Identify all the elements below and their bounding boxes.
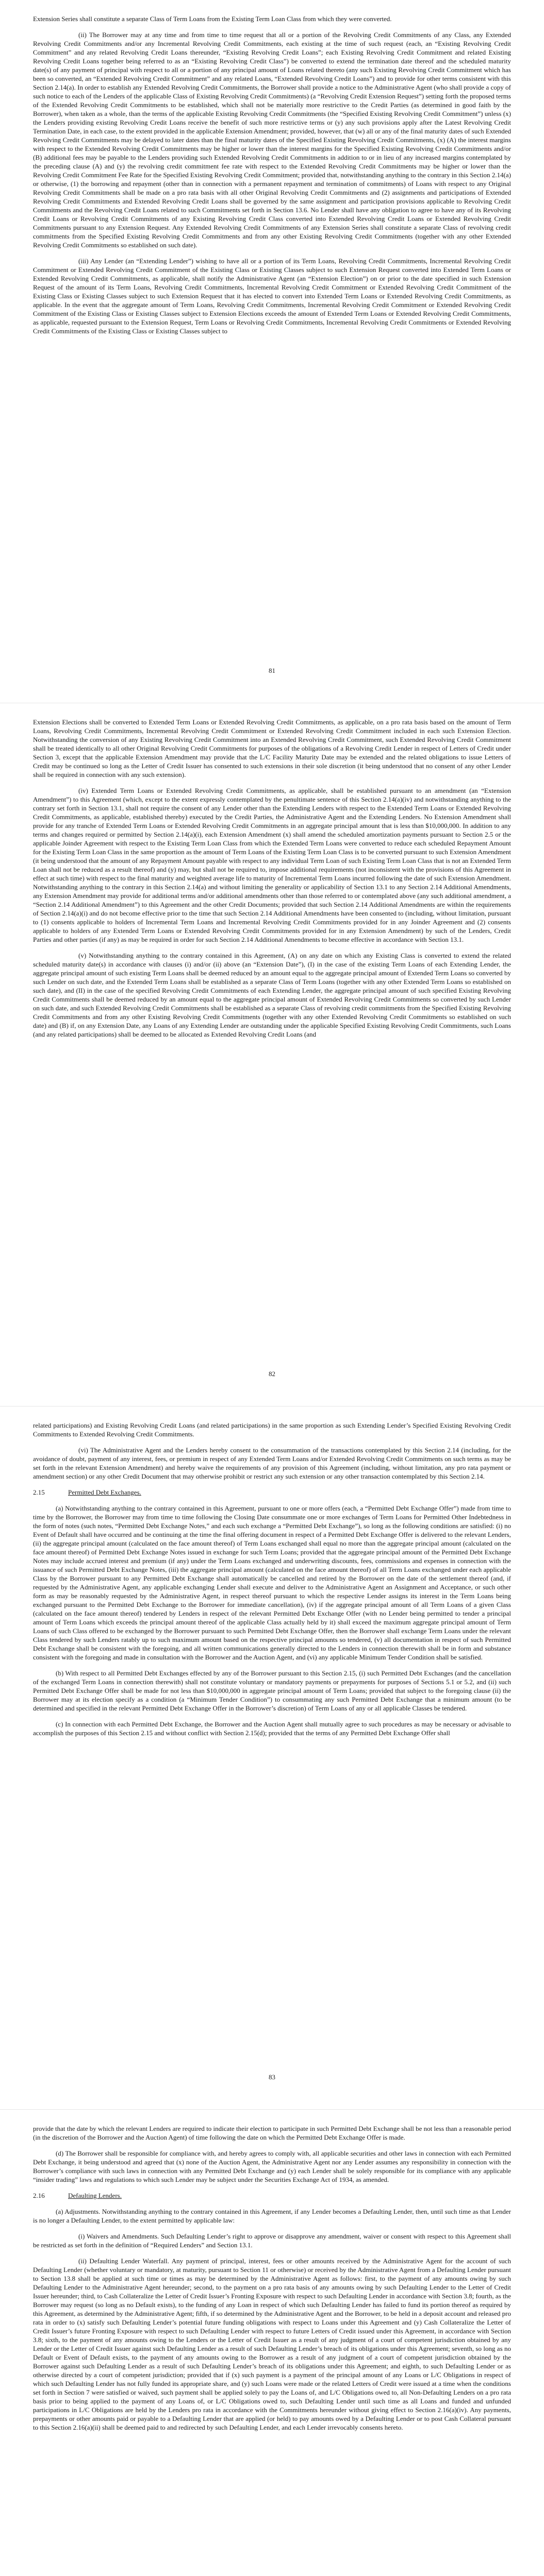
paragraph-continuation: Extension Elections shall be converted to Extended Term Loans or Extended Revolving Credit Commitments, as applicable, on a pro rata basis based on the amount of Term Loans, Revolving Credit Commitments, Incremental Revolving Credit Commitment or Extended Revolving Credit Commitment included in each such Extension Election. Notwithstanding the conversion of any Existing Revolving Credit Commitment into an Extended Revolving Credit Commitment, such Extended Revolving Credit Commitment shall be treated identically to all other Original Revolving Credit Commitments for purposes of the obligations of a Revolving Credit Lender in respect of Letters of Credit under Section 3, except that the applicable Extension Amendment may provide that the L/C Facility Maturity Date may be extended and the related obligations to issue Letters of Credit may be continued so long as the Letter of Credit Issuer has consented to such extensions in their sole discretion (it being understood that no consent of any other Lender shall be required in connection with any such extension). bbox=[33, 718, 511, 778]
section-heading bbox=[33, 2191, 511, 2200]
paragraph-2-14-a-iii: (iii) Any Lender (an “Extending Lender”) wishing to have all or a portion of its Term Loans, Revolving Credit Commitments, Incremental Revolving Credit Commitment or Extended Revolving Credit Commitment of the Existing Class or Existing Classes subject to such Extension Request converted into Extended Term Loans or Extended Revolving Credit Commitments, as applicable, shall notify the Administrative Agent (an “Extension Election”) on or prior to the date specified in such Extension Request of the amount of its Term Loans, Revolving Credit Commitments, Incremental Revolving Credit Commitment or Extended Revolving Credit Commitment of the Existing Class or Existing Classes subject to such Extension Request that it has elected to convert into Extended Term Loans or Extended Revolving Credit Commitments, as applicable. In the event that the aggregate amount of Term Loans, Revolving Credit Commitments, Incremental Revolving Credit Commitment or Extended Revolving Credit Commitment of the Existing Class or Existing Classes subject to Extension Elections exceeds the amount of Extended Term Loans or Extended Revolving Credit Commitments, as applicable, requested pursuant to the Extension Request, Term Loans or Revolving Credit Commitments, Incremental Revolving Credit Commitments or Extended Revolving Credit Commitments of the Existing Class or Existing Classes subject to bbox=[33, 257, 511, 335]
page-body bbox=[33, 2124, 511, 2576]
page-number: 82 bbox=[269, 1370, 275, 1378]
page-number: 81 bbox=[269, 667, 275, 674]
paragraph-2-15-a: (a) Notwithstanding anything to the contrary contained in this Agreement, pursuant to one or more offers (each, a “Permitted Debt Exchange Offer”) made from time to time by the Borrower, the Borrower may from time to time following the Closing Date consummate one or more exchanges of Term Loans for Permitted Other Indebtedness in the form of notes (such notes, “Permitted Debt Exchange Notes,” and each such exchange a “Permitted Debt Exchange”), so long as the following conditions are satisfied: (i) no Event of Default shall have occurred and be continuing at the time the final offering document in respect of a Permitted Debt Exchange Offer is delivered to the relevant Lenders, (ii) the aggregate principal amount (calculated on the face amount thereof) of Term Loans exchanged shall equal no more than the aggregate principal amount (calculated on the face amount thereof) of Permitted Debt Exchange Notes issued in exchange for such Term Loans; provided that the aggregate principal amount of the Permitted Debt Exchange Notes may include accrued interest and premium (if any) under the Term Loans exchanged and underwriting discounts, fees, commissions and expenses in connection with the issuance of such Permitted Debt Exchange Notes, (iii) the aggregate principal amount (calculated on the face amount thereof) of all Term Loans exchanged under each applicable Class by the Borrower pursuant to any Permitted Debt Exchange shall automatically be cancelled and retired by the Borrower on the date of the settlement thereof (and, if requested by the Administrative Agent, any applicable exchanging Lender shall execute and deliver to the Administrative Agent an Assignment and Acceptance, or such other form as may be reasonably requested by the Administrative Agent, in respect thereof pursuant to which the respective Lender assigns its interest in the Term Loans being exchanged pursuant to the Permitted Debt Exchange to the Borrower for immediate cancellation), (iv) if the aggregate principal amount of all Term Loans of a given Class (calculated on the face amount thereof) tendered by Lenders in respect of the relevant Permitted Debt Exchange Offer (with no Lender being permitted to tender a principal amount of Term Loans which exceeds the principal amount thereof of the applicable Class actually held by it) shall exceed the maximum aggregate principal amount of Term Loans of such Class offered to be exchanged by the Borrower pursuant to such Permitted Debt Exchange Offer, then the Borrower shall exchange Term Loans under the relevant Class tendered by such Lenders ratably up to such maximum amount based on the respective principal amounts so tendered, (v) all documentation in respect of such Permitted Debt Exchange shall be consistent with the foregoing, and all written communications generally directed to the Lenders in connection therewith shall be in form and substance consistent with the foregoing and made in consultation with the Borrower and the Auction Agent, and (vi) any applicable Minimum Tender Condition shall be satisfied. bbox=[33, 1504, 511, 1661]
paragraph-continuation: provide that the date by which the relevant Lenders are required to indicate their election to participate in such Permitted Debt Exchange shall be not less than a reasonable period (in the discretion of the Borrower and the Auction Agent) of time following the date on which the Permitted Debt Exchange Offer is made. bbox=[33, 2125, 511, 2141]
paragraph-2-15-c: (c) In connection with each Permitted Debt Exchange, the Borrower and the Auction Agent shall mutually agree to such procedures as may be necessary or advisable to accomplish the purposes of this Section 2.15 and without conflict with Section 2.15(d); provided that the terms of any Permitted Debt Exchange Offer shall bbox=[33, 1720, 511, 1737]
paragraph-2-15-b: (b) With respect to all Permitted Debt Exchanges effected by any of the Borrower pursuant to this Section 2.15, (i) such Permitted Debt Exchanges (and the cancellation of the exchanged Term Loans in connection therewith) shall not constitute voluntary or mandatory payments or prepayments for purposes of Sections 5.1 or 5.2, and (ii) such Permitted Debt Exchange Offer shall be made for not less than $10,000,000 in aggregate principal amount of Term Loans; provided that subject to the foregoing clause (ii) the Borrower may at its election specify as a condition (a “Minimum Tender Condition”) to consummating any such Permitted Debt Exchange that a minimum amount (to be determined and specified in the relevant Permitted Debt Exchange Offer in the Borrower’s discretion) of Term Loans of any or all applicable Classes be tendered. bbox=[33, 1669, 511, 1712]
paragraph-2-14-a-vi: (vi) The Administrative Agent and the Lenders hereby consent to the consummation of the transactions contemplated by this Section 2.14 (including, for the avoidance of doubt, payment of any interest, fees, or premium in respect of any Extended Term Loans and/or Extended Revolving Credit Commitments on such terms as may be set forth in the relevant Extension Amendment) and hereby waive the requirements of any provision of this Agreement (including, without limitation, any pro rata payment or amendment section) or any other Credit Document that may otherwise prohibit or restrict any such extension or any other transaction contemplated by this Section 2.14. bbox=[33, 1446, 511, 1480]
page-body bbox=[33, 1421, 511, 2065]
page-body bbox=[33, 14, 511, 658]
paragraph-2-14-a-ii: (ii) The Borrower may at any time and from time to time request that all or a portion of the Revolving Credit Commitments of any Class, any Extended Revolving Credit Commitments and/or any Incremental Revolving Credit Commitments, each existing at the time of such request (each, an “Existing Revolving Credit Commitment” and any related Revolving Credit Loans thereunder, “Existing Revolving Credit Loans”; each Existing Revolving Credit Commitment and related Existing Revolving Credit Loans together being referred to as an “Existing Revolving Credit Class”) be converted to extend the termination date thereof and the scheduled maturity date(s) of any payment of principal with respect to all or a portion of any principal amount of Loans related thereto (any such Existing Revolving Credit Commitment which has been so converted, an “Extended Revolving Credit Commitment” and any related Loans, “Extended Revolving Credit Loans”) and to provide for other terms consistent with this Section 2.14(a). In order to establish any Extended Revolving Credit Commitments, the Borrower shall provide a notice to the Administrative Agent (who shall provide a copy of such notice to each of the Lenders of the applicable Class of Existing Revolving Credit Commitments) (a “Revolving Credit Extension Request”) setting forth the proposed terms of the Extended Revolving Credit Commitments to be established, which shall not be materially more restrictive to the Credit Parties (as determined in good faith by the Borrower), when taken as a whole, than the terms of the applicable Existing Revolving Credit Commitments (the “Specified Existing Revolving Credit Commitment”) unless (x) the Lenders providing existing Revolving Credit Loans receive the benefit of such more restrictive terms or (y) any such provisions apply after the Latest Revolving Credit Termination Date, in each case, to the extent provided in the applicable Extension Amendment; provided, however, that (w) all or any of the final maturity dates of such Extended Revolving Credit Commitments may be delayed to later dates than the final maturity dates of the Specified Existing Revolving Credit Commitments, (x) (A) the interest margins with respect to the Extended Revolving Credit Commitments may be higher or lower than the interest margins for the Specified Existing Revolving Credit Commitments and/or (B) additional fees may be payable to the Lenders providing such Extended Revolving Credit Commitments in addition to or in lieu of any increased margins contemplated by the preceding clause (A) and (y) the revolving credit commitment fee rate with respect to the Extended Revolving Credit Commitments may be higher or lower than the Revolving Credit Commitment Fee Rate for the Specified Existing Revolving Credit Commitment; provided that, notwithstanding anything to the contrary in this Section 2.14(a) or otherwise, (1) the borrowing and repayment (other than in connection with a permanent repayment and termination of commitments) of Loans with respect to any Original Revolving Credit Commitments shall be made on a pro rata basis with all other Original Revolving Credit Commitments and (2) assignments and participations of Extended Revolving Credit Commitments and Extended Revolving Credit Loans shall be governed by the same assignment and participation provisions applicable to Revolving Credit Commitments and the Revolving Credit Loans related to such Commitments set forth in Section 13.6. No Lender shall have any obligation to agree to have any of its Revolving Credit Loans or Revolving Credit Commitments of any Existing Revolving Credit Class converted into Extended Revolving Credit Loans or Extended Revolving Credit Commitments pursuant to any Extension Request. Any Extended Revolving Credit Commitments of any Extension Series shall constitute a separate Class of revolving credit commitments from the Specified Existing Revolving Credit Commitments and from any other Existing Revolving Credit Commitments (together with any other Extended Revolving Credit Commitments so established on such date). bbox=[33, 31, 511, 249]
paragraph-2-14-a-v: (v) Notwithstanding anything to the contrary contained in this Agreement, (A) on any date on which any Existing Class is converted to extend the related scheduled maturity date(s) in accordance with clauses (i) and/or (ii) above (an “Extension Date”), (I) in the case of the existing Term Loans of each Extending Lender, the aggregate principal amount of such existing Term Loans shall be deemed reduced by an amount equal to the aggregate principal amount of Extended Term Loans so converted by such Lender on such date, and the Extended Term Loans shall be established as a separate Class of Term Loans (together with any other Extended Term Loans so established on such date), and (II) in the case of the specified Revolving Credit Commitments of each Extending Lender, the aggregate principal amount of such specified Existing Revolving Credit Commitments shall be deemed reduced by an amount equal to the aggregate principal amount of Extended Revolving Credit Commitments so converted by such Lender on such date, and such Extended Revolving Credit Commitments shall be established as a separate Class of revolving credit commitments from the Specified Existing Revolving Credit Commitments and from any other Existing Revolving Credit Commitments (together with any other Extended Revolving Credit Commitments so established on such date) and (B) if, on any Extension Date, any Loans of any Extending Lender are outstanding under the applicable Specified Existing Revolving Credit Commitments, such Loans (and any related participations) shall be deemed to be allocated as Extended Revolving Credit Loans (and bbox=[33, 952, 511, 1038]
section-number: 2.16 bbox=[33, 2192, 45, 2199]
document-page-84 bbox=[0, 2110, 544, 2576]
paragraph-2-14-a-iv: (iv) Extended Term Loans or Extended Revolving Credit Commitments, as applicable, shall be established pursuant to an amendment (an “Extension Amendment”) to this Agreement (which, except to the extent expressly contemplated by the penultimate sentence of this Section 2.14(a)(iv) and notwithstanding anything to the contrary set forth in Section 13.1, shall not require the consent of any Lender other than the Extending Lenders with respect to the Extended Term Loans or Extended Revolving Credit Commitments, as applicable, established thereby) executed by the Credit Parties, the Administrative Agent and the Extending Lenders. No Extension Amendment shall provide for any tranche of Extended Term Loans or Extended Revolving Credit Commitments in an aggregate principal amount that is less than $10,000,000. In addition to any terms and changes required or permitted by Section 2.14(a)(i), each Extension Amendment (x) shall amend the scheduled amortization payments pursuant to Section 2.5 or the applicable Joinder Agreement with respect to the Existing Term Loan Class from which the Extended Term Loans were converted to reduce each scheduled Repayment Amount for the Existing Term Loan Class in the same proportion as the amount of Term Loans of the Existing Term Loan Class is to be converted pursuant to such Extension Amendment (it being understood that the amount of any Repayment Amount payable with respect to any individual Term Loan of such Existing Term Loan Class that is not an Extended Term Loan shall not be reduced as a result thereof) and (y) may, but shall not be required to, impose additional requirements (not inconsistent with the provisions of this Agreement in effect at such time) with respect to the final maturity and weighted average life to maturity of Incremental Term Loans incurred following the date of such Extension Amendment. Notwithstanding anything to the contrary in this Section 2.14(a) and without limiting the generality or applicability of Section 13.1 to any Section 2.14 Additional Amendments, any Extension Amendment may provide for additional terms and/or additional amendments other than those referred to or contemplated above (any such additional amendment, a “Section 2.14 Additional Amendment”) to this Agreement and the other Credit Documents; provided that such Section 2.14 Additional Amendments are within the requirements of Section 2.14(a)(i) and do not become effective prior to the time that such Section 2.14 Additional Amendments have been consented to (including, without limitation, pursuant to (1) consents applicable to holders of Incremental Term Loans and Incremental Revolving Credit Commitments provided for in any Joinder Agreement and (2) consents applicable to holders of any Extended Term Loans or Extended Revolving Credit Commitments provided for in any Extension Amendment) by such of the Lenders, Credit Parties and other parties (if any) as may be required in order for such Section 2.14 Additional Amendments to become effective in accordance with Section 13.1. bbox=[33, 787, 511, 943]
paragraph-continuation: Extension Series shall constitute a separate Class of Term Loans from the Existing Term Loan Class from which they were converted. bbox=[33, 15, 392, 23]
paragraph-continuation: related participations) and Existing Revolving Credit Loans (and related participations) in the same proportion as such Extending Lender’s Specified Existing Revolving Credit Commitments to Extended Revolving Credit Commitments. bbox=[33, 1421, 511, 1438]
page-number: 83 bbox=[269, 2073, 275, 2081]
document-page-81 bbox=[0, 0, 544, 703]
section-heading bbox=[33, 1488, 511, 1497]
page-body bbox=[33, 718, 511, 1362]
section-title: Permitted Debt Exchanges. bbox=[68, 1488, 141, 1496]
paragraph-2-16-a: (a) Adjustments. Notwithstanding anything to the contrary contained in this Agreement, if any Lender becomes a Defaulting Lender, then, until such time as that Lender is no longer a Defaulting Lender, to the extent permitted by applicable law: bbox=[33, 2208, 511, 2224]
section-title: Defaulting Lenders. bbox=[68, 2192, 122, 2199]
document-page-83 bbox=[0, 1406, 544, 2110]
paragraph-2-16-a-ii: (ii) Defaulting Lender Waterfall. Any payment of principal, interest, fees or other amounts received by the Administrative Agent for the account of such Defaulting Lender (whether voluntary or mandatory, at maturity, pursuant to Section 11 or otherwise) or received by the Administrative Agent from a Defaulting Lender pursuant to Section 13.8 shall be applied at such time or times as may be determined by the Administrative Agent as follows: first, to the payment of any amounts owing by such Defaulting Lender to the Administrative Agent hereunder; second, to the payment on a pro rata basis of any amounts owing by such Defaulting Lender to the Letter of Credit Issuer hereunder; third, to Cash Collateralize the Letter of Credit Issuer’s Fronting Exposure with respect to such Defaulting Lender in accordance with Section 3.8; fourth, as the Borrower may request (so long as no Default exists), to the funding of any Loan in respect of which such Defaulting Lender has failed to fund its portion thereof as required by this Agreement, as determined by the Administrative Agent; fifth, if so determined by the Administrative Agent and the Borrower, to be held in a deposit account and released pro rata in order to (x) satisfy such Defaulting Lender’s potential future funding obligations with respect to Loans under this Agreement and (y) Cash Collateralize the Letter of Credit Issuer’s future Fronting Exposure with respect to such Defaulting Lender with respect to future Letters of Credit issued under this Agreement, in accordance with Section 3.8; sixth, to the payment of any amounts owing to the Lenders or the Letter of Credit Issuer as a result of any judgment of a court of competent jurisdiction obtained by any Lender or the Letter of Credit Issuer against such Defaulting Lender as a result of such Defaulting Lender’s breach of its obligations under this Agreement; seventh, so long as no Default or Event of Default exists, to the payment of any amounts owing to the Borrower as a result of any judgment of a court of competent jurisdiction obtained by the Borrower against such Defaulting Lender as a result of such Defaulting Lender’s breach of its obligations under this Agreement; and eighth, to such Defaulting Lender or as otherwise directed by a court of competent jurisdiction; provided that if (x) such payment is a payment of the principal amount of any Loans or L/C Obligations in respect of which such Defaulting Lender has not fully funded its appropriate share, and (y) such Loans were made or the related Letters of Credit were issued at a time when the conditions set forth in Section 7 were satisfied or waived, such payment shall be applied solely to pay the Loans of, and L/C Obligations owed to, all Non-Defaulting Lenders on a pro rata basis prior to being applied to the payment of any Loans of, or L/C Obligations owed to, such Defaulting Lender until such time as all Loans and funded and unfunded participations in L/C Obligations are held by the Lenders pro rata in accordance with the Commitments hereunder without giving effect to Section 2.16(a)(iv). Any payments, prepayments or other amounts paid or payable to a Defaulting Lender that are applied (or held) to pay amounts owed by a Defaulting Lender or to post Cash Collateral pursuant to this Section 2.16(a)(ii) shall be deemed paid to and redirected by such Defaulting Lender, and each Lender irrevocably consents hereto. bbox=[33, 2257, 511, 2431]
paragraph-2-15-d: (d) The Borrower shall be responsible for compliance with, and hereby agrees to comply with, all applicable securities and other laws in connection with each Permitted Debt Exchange, it being understood and agreed that (x) none of the Auction Agent, the Administrative Agent nor any Lender assumes any responsibility in connection with the Borrower’s compliance with such laws in connection with any Permitted Debt Exchange and (y) each Lender shall be solely responsible for its compliance with any applicable “insider trading” laws and regulations to which such Lender may be subject under the Securities Exchange Act of 1934, as amended. bbox=[33, 2149, 511, 2183]
paragraph-2-16-a-i: (i) Waivers and Amendments. Such Defaulting Lender’s right to approve or disapprove any amendment, waiver or consent with respect to this Agreement shall be restricted as set forth in the definition of “Required Lenders” and Section 13.1. bbox=[33, 2232, 511, 2249]
section-number: 2.15 bbox=[33, 1488, 45, 1496]
document-page-82 bbox=[0, 703, 544, 1406]
